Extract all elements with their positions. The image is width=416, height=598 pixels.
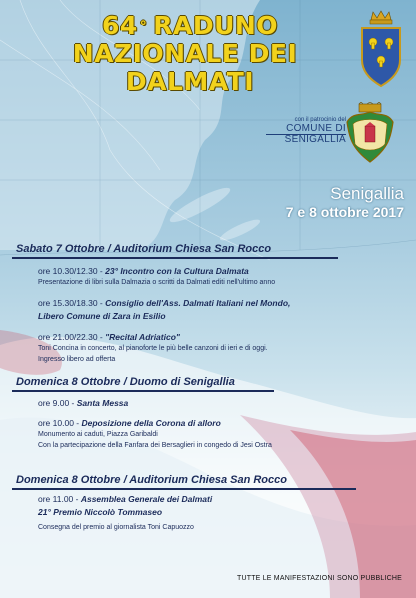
dalmatia-coat-of-arms-icon <box>358 10 404 88</box>
event-line-continued: 21° Premio Niccolò Tommaseo <box>38 507 163 517</box>
event-dates: 7 e 8 ottobre 2017 <box>285 204 404 220</box>
patronage-line-2: SENIGALLIA <box>284 134 346 145</box>
event-description: Con la partecipazione della Fanfara dei Bersaglieri in congedo di Jesi Ostra <box>38 442 272 449</box>
event-description: Toni Concina in concerto, al pianoforte le più belle canzoni di ieri e di oggi. <box>38 345 268 352</box>
event-line: ore 10.00 - Deposizione della Corona di alloro <box>38 418 221 428</box>
event-description: Consegna del premio al giornalista Toni Capuozzo <box>38 524 194 531</box>
event-line-continued: Libero Comune di Zara in Esilio <box>38 311 166 321</box>
event-city: Senigallia <box>330 184 404 203</box>
event-line: ore 11.00 - Assemblea Generale dei Dalmati <box>38 494 213 504</box>
event-description: Presentazione di libri sulla Dalmazia o scritti da Dalmati editi nell'ultimo anno <box>38 279 276 286</box>
event-description: Ingresso libero ad offerta <box>38 356 116 363</box>
section-1-header: Sabato 7 Ottobre / Auditorium Chiesa San Rocco <box>16 243 272 255</box>
event-line: ore 10.30/12.30 - 23° Incontro con la Cultura Dalmata <box>38 266 249 276</box>
title-line-1: 64 ° RADUNO <box>101 11 279 40</box>
section-2-header: Domenica 8 Ottobre / Duomo di Senigallia <box>16 376 235 388</box>
title-line-2: NAZIONALE DEI <box>72 39 298 68</box>
footer-note: TUTTE LE MANIFESTAZIONI SONO PUBBLICHE <box>237 575 402 582</box>
patronage-caption: con il patrocinio del <box>294 117 346 123</box>
event-description: Monumento ai caduti, Piazza Garibaldi <box>38 431 158 438</box>
event-line: ore 9.00 - Santa Messa <box>38 398 129 408</box>
event-line: ore 15.30/18.30 - Consiglio dell'Ass. Dalmati Italiani nel Mondo, <box>38 298 291 308</box>
patronage-block <box>266 116 346 145</box>
event-line: ore 21.00/22.30 - "Recital Adriatico" <box>38 332 180 342</box>
senigallia-coat-of-arms-icon <box>345 102 395 164</box>
title-line-3: DALMATI <box>125 67 255 96</box>
section-3-divider <box>12 488 356 490</box>
section-2-divider <box>12 390 274 392</box>
section-1-divider <box>12 257 338 259</box>
section-3-header: Domenica 8 Ottobre / Auditorium Chiesa San Rocco <box>16 474 287 486</box>
patronage-line-1: COMUNE DI <box>266 124 346 135</box>
